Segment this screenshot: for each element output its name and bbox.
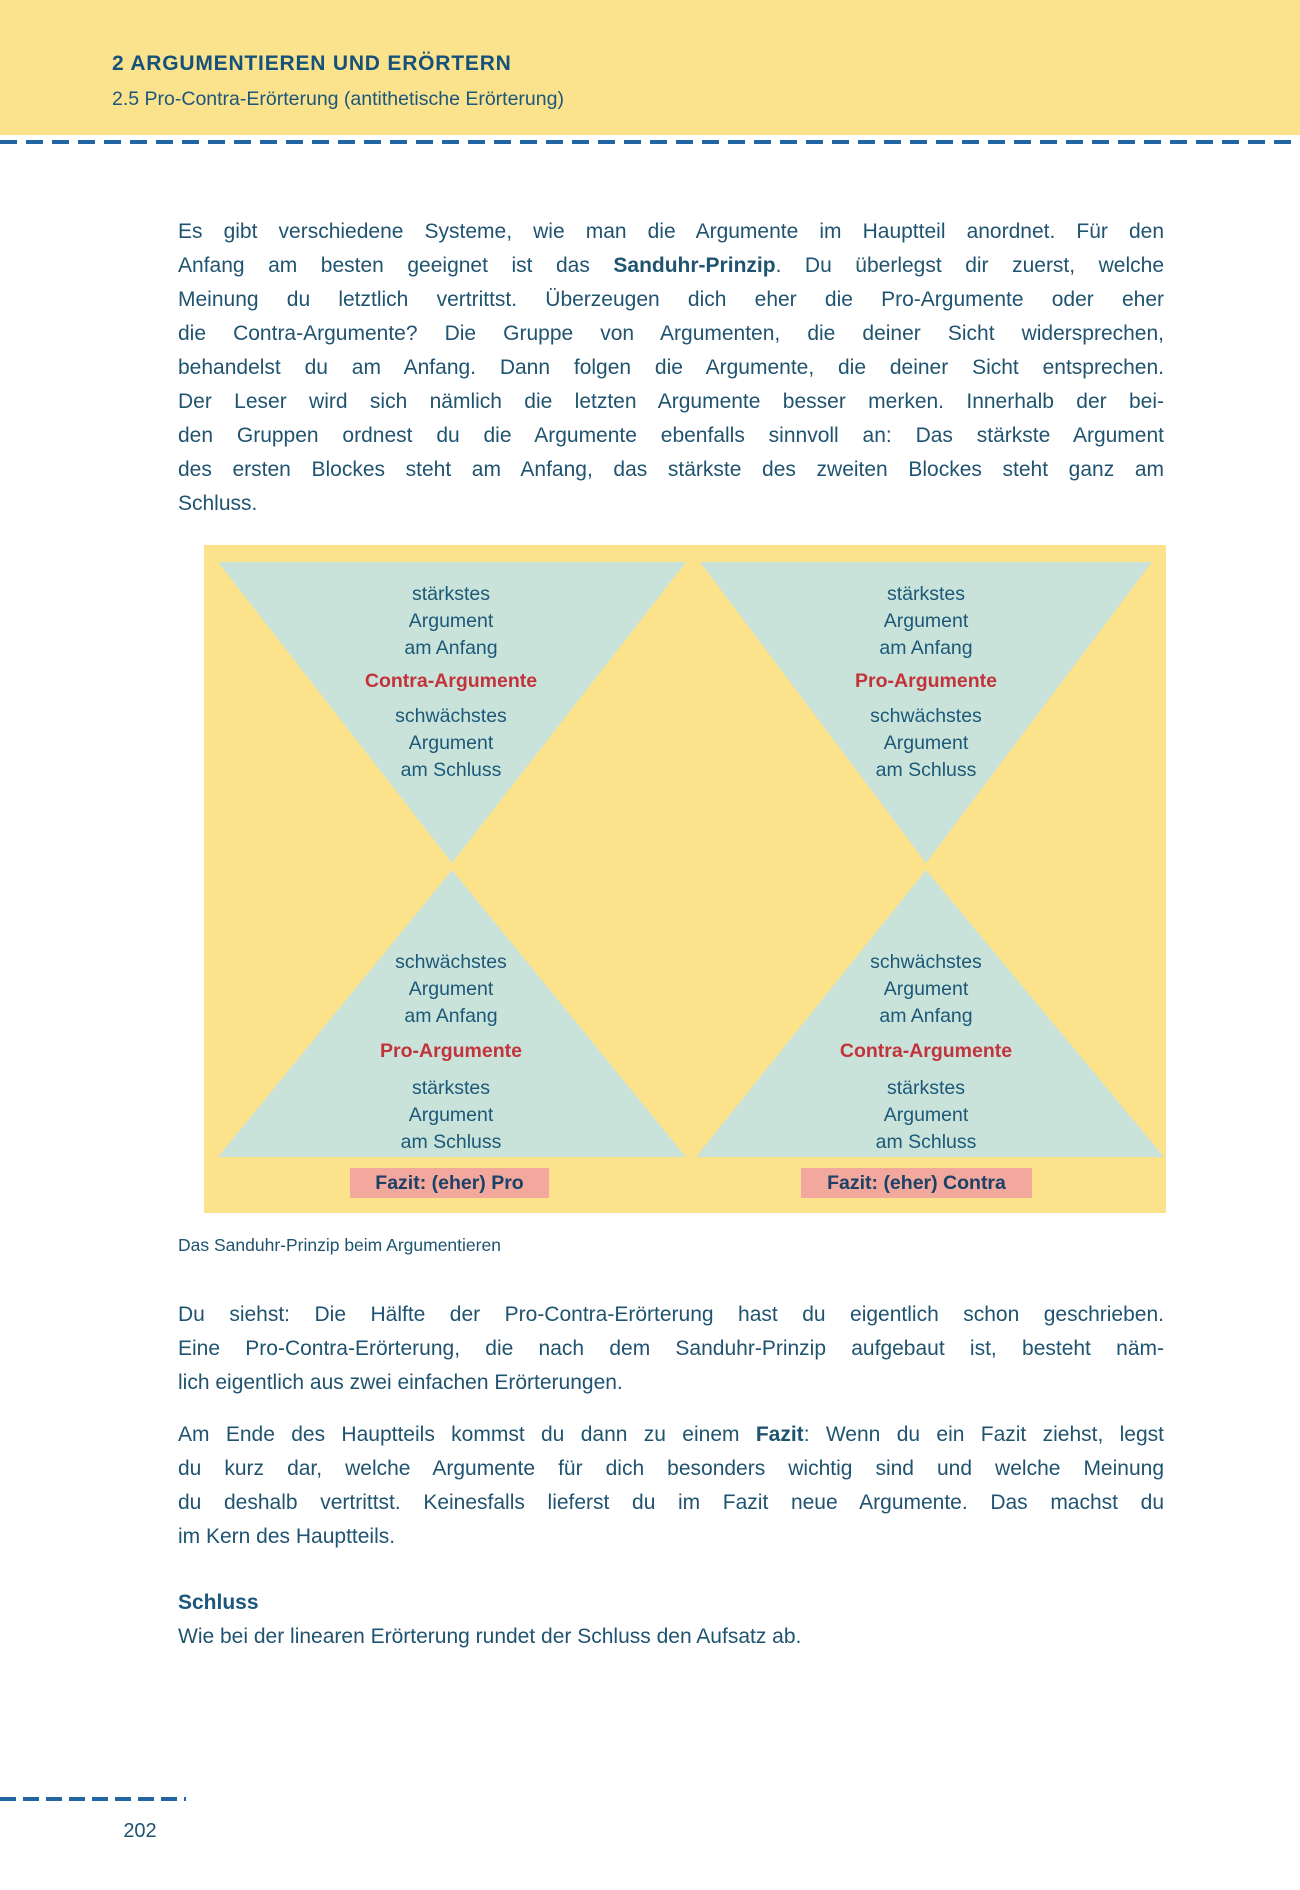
paragraph-line: du deshalb vertrittst. Keinesfalls lieferst du im Fazit neue Argumente. Das machst du (178, 1491, 1164, 1514)
footer-dashed-line (0, 1797, 186, 1801)
schluss-text-line: Wie bei der linearen Erörterung rundet der Schluss den Aufsatz ab. (178, 1625, 802, 1648)
paragraph-line: Meinung du letztlich vertrittst. Überzeugen dich eher die Pro-Argumente oder eher (178, 288, 1164, 311)
paragraph-line (178, 249, 1164, 283)
triangle-line: schwächstes (870, 951, 982, 973)
line-text: Am Ende des Hauptteils kommst du dann zu einem (178, 1423, 756, 1446)
line-text: Anfang am besten geeignet ist das (178, 254, 614, 277)
paragraph-line: behandelst du am Anfang. Dann folgen die Argumente, die deiner Sicht entsprechen. (178, 356, 1164, 379)
triangle-line: Argument (883, 1104, 969, 1126)
paragraph-line: Der Leser wird sich nämlich die letzten Argumente besser merken. Innerhalb der bei- (178, 390, 1164, 413)
triangle-line: Argument (408, 732, 494, 754)
paragraph-line: die Contra-Argumente? Die Gruppe von Argumenten, die deiner Sicht widersprechen, (178, 322, 1164, 345)
right-top-triangle-text (786, 581, 1066, 784)
triangle-line: schwächstes (870, 705, 982, 727)
triangle-line: schwächstes (395, 951, 507, 973)
paragraph-fazit (178, 1418, 1164, 1554)
paragraph-line: Schluss. (178, 492, 258, 515)
line-text: : Wenn du ein Fazit ziehst, legst (803, 1423, 1165, 1446)
triangle-line: Argument (883, 978, 969, 1000)
pro-argumente-label: Pro-Argumente (855, 670, 997, 692)
section-heading: 2.5 Pro-Contra-Erörterung (antithetische Erörterung) (112, 88, 564, 110)
triangle-line: stärkstes (886, 583, 966, 605)
triangle-line: Argument (408, 610, 494, 632)
figure-caption: Das Sanduhr-Prinzip beim Argumentieren (178, 1235, 501, 1255)
header-dashed-separator (0, 140, 1300, 144)
sanduhr-figure (204, 545, 1166, 1213)
main-text-column (178, 215, 1164, 1654)
keyword-fazit: Fazit (755, 1423, 804, 1446)
triangle-line: stärkstes (886, 1077, 966, 1099)
paragraph-line: Eine Pro-Contra-Erörterung, die nach dem Sanduhr-Prinzip aufgebaut ist, besteht näm- (178, 1337, 1164, 1360)
triangle-line: Argument (883, 610, 969, 632)
triangle-line: am Anfang (879, 1005, 973, 1027)
triangle-line: stärkstes (411, 1077, 491, 1099)
fazit-contra-badge: Fazit: (eher) Contra (801, 1168, 1032, 1198)
keyword-sanduhr-prinzip: Sanduhr-Prinzip (613, 254, 776, 277)
triangle-line: am Schluss (875, 759, 977, 781)
paragraph-line: im Kern des Hauptteils. (178, 1525, 396, 1548)
triangle-line: Argument (408, 1104, 494, 1126)
triangle-line: am Schluss (400, 759, 502, 781)
paragraph-line: Es gibt verschiedene Systeme, wie man die Argumente im Hauptteil anordnet. Für den (178, 220, 1164, 243)
triangle-line: am Anfang (404, 1005, 498, 1027)
paragraph-sanduhr-intro (178, 215, 1164, 521)
triangle-line: am Schluss (875, 1131, 977, 1153)
chapter-heading: 2 ARGUMENTIEREN UND ERÖRTERN (112, 52, 512, 75)
triangle-line: stärkstes (411, 583, 491, 605)
paragraph-line: des ersten Blockes steht am Anfang, das stärkste des zweiten Blockes steht ganz am (178, 458, 1164, 481)
right-bottom-triangle-text (786, 949, 1066, 1156)
page-number: 202 (123, 1820, 157, 1842)
left-top-triangle-text (311, 581, 591, 784)
chapter-header-band (0, 0, 1300, 135)
paragraph-du-siehst (178, 1298, 1164, 1400)
schluss-heading: Schluss (178, 1591, 259, 1614)
paragraph-line: lich eigentlich aus zwei einfachen Erörterungen. (178, 1371, 623, 1394)
triangle-line: Argument (883, 732, 969, 754)
pro-argumente-label: Pro-Argumente (380, 1040, 522, 1062)
paragraph-line: den Gruppen ordnest du die Argumente ebenfalls sinnvoll an: Das stärkste Argument (178, 424, 1164, 447)
paragraph-line (178, 1418, 1164, 1452)
contra-argumente-label: Contra-Argumente (364, 670, 538, 692)
line-text: . Du überlegst dir zuerst, welche (775, 254, 1164, 277)
triangle-line: Argument (408, 978, 494, 1000)
fazit-pro-badge: Fazit: (eher) Pro (350, 1168, 549, 1198)
left-bottom-triangle-text (311, 949, 591, 1156)
paragraph-line: Du siehst: Die Hälfte der Pro-Contra-Erörterung hast du eigentlich schon geschrieben. (178, 1303, 1164, 1326)
contra-argumente-label: Contra-Argumente (839, 1040, 1013, 1062)
triangle-line: am Schluss (400, 1131, 502, 1153)
triangle-line: am Anfang (879, 637, 973, 659)
paragraph-line: du kurz dar, welche Argumente für dich besonders wichtig sind und welche Meinung (178, 1457, 1164, 1480)
triangle-line: am Anfang (404, 637, 498, 659)
triangle-line: schwächstes (395, 705, 507, 727)
